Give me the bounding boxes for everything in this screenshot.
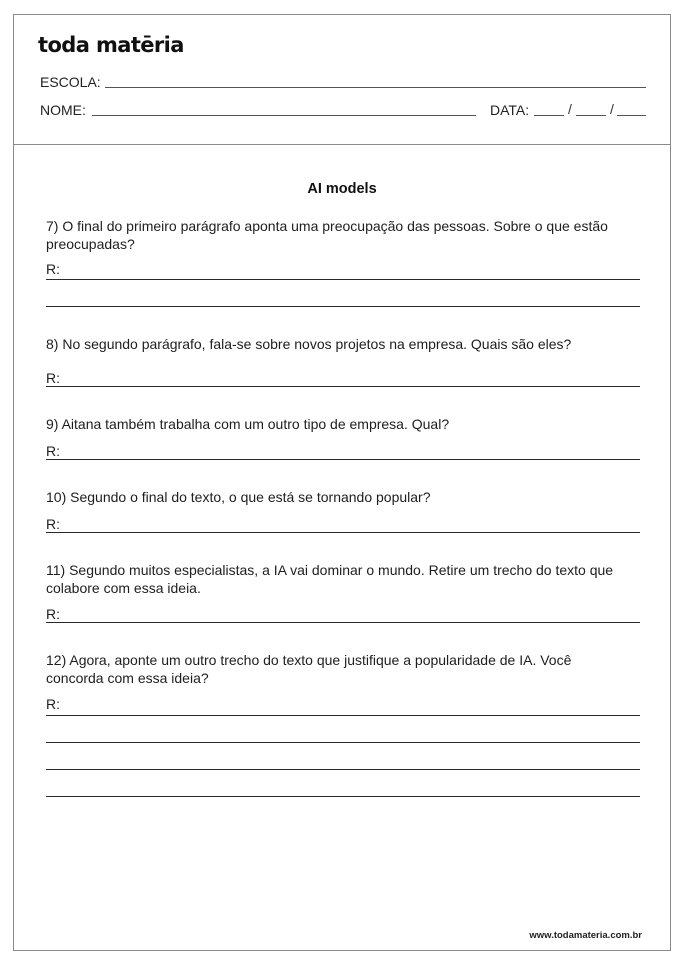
question-9: 9) Aitana também trabalha com um outro tipo de empresa. Qual? xyxy=(46,416,450,432)
question-11: 11) Segundo muitos especialistas, a IA vai dominar o mundo. Retire um trecho do texto que colabore com essa ideia. xyxy=(46,562,614,596)
answer-line[interactable] xyxy=(46,459,640,460)
school-input-line[interactable] xyxy=(105,87,646,88)
answer-line[interactable] xyxy=(46,622,640,623)
answer-line[interactable] xyxy=(46,796,640,797)
worksheet-page xyxy=(13,14,671,951)
answer-prefix: R: xyxy=(46,261,60,277)
question-10: 10) Segundo o final do texto, o que está se tornando popular? xyxy=(46,489,431,505)
date-separator: / xyxy=(610,101,614,117)
answer-prefix: R: xyxy=(46,606,60,622)
question-7: 7) O final do primeiro parágrafo aponta uma preocupação das pessoas. Sobre o que estão preocupadas? xyxy=(46,218,608,252)
answer-line[interactable] xyxy=(46,279,640,280)
footer-website: www.todamateria.com.br xyxy=(529,930,642,941)
answer-line[interactable] xyxy=(46,386,640,387)
school-label: ESCOLA: xyxy=(40,74,101,90)
worksheet-title: AI models xyxy=(307,181,377,197)
answer-line[interactable] xyxy=(46,769,640,770)
worksheet-header xyxy=(14,15,670,145)
date-month-line[interactable] xyxy=(576,115,606,116)
question-8: 8) No segundo parágrafo, fala-se sobre novos projetos na empresa. Quais são eles? xyxy=(46,336,572,352)
answer-prefix: R: xyxy=(46,696,60,712)
brand-logo: toda matēria xyxy=(38,33,184,57)
answer-line[interactable] xyxy=(46,532,640,533)
answer-prefix: R: xyxy=(46,370,60,386)
answer-line[interactable] xyxy=(46,306,640,307)
date-year-line[interactable] xyxy=(617,115,646,116)
date-separator: / xyxy=(568,101,572,117)
answer-line[interactable] xyxy=(46,742,640,743)
answer-prefix: R: xyxy=(46,516,60,532)
date-label: DATA: xyxy=(490,102,530,118)
answer-prefix: R: xyxy=(46,443,60,459)
date-day-line[interactable] xyxy=(534,115,564,116)
answer-line[interactable] xyxy=(46,715,640,716)
question-12: 12) Agora, aponte um outro trecho do texto que justifique a popularidade de IA. Você concorda com essa ideia? xyxy=(46,652,572,686)
name-label: NOME: xyxy=(40,102,86,118)
name-input-line[interactable] xyxy=(92,115,476,116)
